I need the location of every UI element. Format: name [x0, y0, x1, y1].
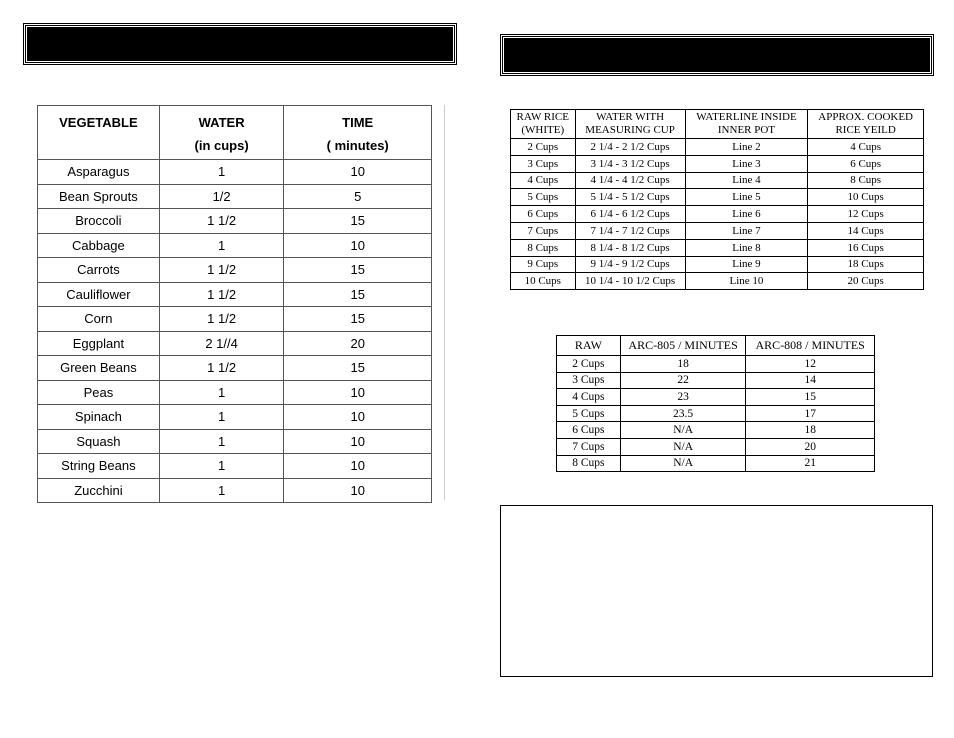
- header-yield-line2: RICE YEILD: [835, 124, 896, 136]
- waterline: Line 10: [685, 273, 808, 290]
- table-row: [511, 206, 924, 223]
- raw-rice: 3 Cups: [511, 155, 576, 172]
- raw-amount: 4 Cups: [557, 389, 621, 406]
- water-cups: 1 1/2: [159, 282, 284, 307]
- table-row: [511, 273, 924, 290]
- header-raw-rice-line1: RAW RICE: [516, 111, 569, 123]
- table-row: [511, 139, 924, 156]
- arc-805-minutes: 18: [620, 356, 746, 373]
- cooked-yield: 18 Cups: [808, 256, 924, 273]
- table-row: [38, 429, 432, 454]
- header-cooked-yield: [808, 110, 924, 139]
- header-raw-rice: [511, 110, 576, 139]
- water-cups: 1: [159, 405, 284, 430]
- header-water-unit: (in cups): [194, 138, 249, 153]
- table-row: [557, 372, 875, 389]
- vegetable-name: Asparagus: [38, 160, 160, 185]
- water-cups: 1: [159, 454, 284, 479]
- raw-amount: 8 Cups: [557, 455, 621, 472]
- table-row: [557, 389, 875, 406]
- water-amount: 9 1/4 - 9 1/2 Cups: [575, 256, 685, 273]
- left-header-banner: [24, 24, 456, 64]
- water-cups: 1 1/2: [159, 356, 284, 381]
- header-arc-805: ARC-805 / MINUTES: [620, 336, 746, 356]
- water-cups: 1/2: [159, 184, 284, 209]
- water-cups: 1: [159, 478, 284, 503]
- arc-808-minutes: 17: [746, 405, 875, 422]
- time-table-header-row: [557, 336, 875, 356]
- table-row: [557, 356, 875, 373]
- vegetable-steaming-table: [37, 105, 432, 503]
- vegetable-name: Green Beans: [38, 356, 160, 381]
- time-minutes: 10: [284, 380, 432, 405]
- header-time-text: TIME: [342, 115, 374, 130]
- raw-rice: 8 Cups: [511, 239, 576, 256]
- arc-808-minutes: 21: [746, 455, 875, 472]
- header-water-text: WATER: [198, 115, 245, 130]
- table-row: [511, 239, 924, 256]
- raw-rice: 6 Cups: [511, 206, 576, 223]
- vegetable-name: Cauliflower: [38, 282, 160, 307]
- time-minutes: 10: [284, 233, 432, 258]
- time-minutes: 15: [284, 209, 432, 234]
- time-minutes: 15: [284, 258, 432, 283]
- raw-amount: 2 Cups: [557, 356, 621, 373]
- cooked-yield: 8 Cups: [808, 172, 924, 189]
- table-row: [38, 380, 432, 405]
- cooked-yield: 16 Cups: [808, 239, 924, 256]
- time-minutes: 5: [284, 184, 432, 209]
- table-row: [557, 455, 875, 472]
- cooking-time-table: [556, 335, 875, 472]
- cooked-yield: 20 Cups: [808, 273, 924, 290]
- header-arc-808: ARC-808 / MINUTES: [746, 336, 875, 356]
- header-water-line1: WATER WITH: [596, 111, 665, 123]
- time-minutes: 15: [284, 356, 432, 381]
- table-row: [511, 222, 924, 239]
- vegetable-name: Corn: [38, 307, 160, 332]
- water-amount: 3 1/4 - 3 1/2 Cups: [575, 155, 685, 172]
- arc-808-minutes: 12: [746, 356, 875, 373]
- table-row: [511, 155, 924, 172]
- header-time: [284, 106, 432, 160]
- rice-table-header-row: [511, 110, 924, 139]
- raw-amount: 6 Cups: [557, 422, 621, 439]
- table-row: [38, 454, 432, 479]
- waterline: Line 5: [685, 189, 808, 206]
- arc-805-minutes: 23.5: [620, 405, 746, 422]
- cooked-yield: 14 Cups: [808, 222, 924, 239]
- time-minutes: 15: [284, 307, 432, 332]
- raw-amount: 5 Cups: [557, 405, 621, 422]
- vegetable-name: Cabbage: [38, 233, 160, 258]
- arc-805-minutes: N/A: [620, 455, 746, 472]
- table-row: [38, 160, 432, 185]
- water-cups: 1: [159, 233, 284, 258]
- header-time-unit: ( minutes): [326, 138, 389, 153]
- time-minutes: 20: [284, 331, 432, 356]
- raw-rice: 2 Cups: [511, 139, 576, 156]
- vegetable-name: Squash: [38, 429, 160, 454]
- water-amount: 5 1/4 - 5 1/2 Cups: [575, 189, 685, 206]
- water-amount: 8 1/4 - 8 1/2 Cups: [575, 239, 685, 256]
- table-row: [38, 233, 432, 258]
- water-cups: 1: [159, 380, 284, 405]
- table-row: [38, 331, 432, 356]
- water-amount: 2 1/4 - 2 1/2 Cups: [575, 139, 685, 156]
- vegetable-name: Bean Sprouts: [38, 184, 160, 209]
- raw-amount: 3 Cups: [557, 372, 621, 389]
- water-cups: 1 1/2: [159, 209, 284, 234]
- waterline: Line 4: [685, 172, 808, 189]
- cooked-yield: 6 Cups: [808, 155, 924, 172]
- vegetable-name: Carrots: [38, 258, 160, 283]
- waterline: Line 3: [685, 155, 808, 172]
- water-amount: 7 1/4 - 7 1/2 Cups: [575, 222, 685, 239]
- table-row: [557, 405, 875, 422]
- raw-rice: 9 Cups: [511, 256, 576, 273]
- header-waterline-line1: WATERLINE INSIDE: [696, 111, 797, 123]
- cooked-yield: 10 Cups: [808, 189, 924, 206]
- arc-805-minutes: 23: [620, 389, 746, 406]
- arc-808-minutes: 18: [746, 422, 875, 439]
- waterline: Line 6: [685, 206, 808, 223]
- time-minutes: 10: [284, 429, 432, 454]
- table-row: [38, 307, 432, 332]
- cooked-yield: 4 Cups: [808, 139, 924, 156]
- cooked-yield: 12 Cups: [808, 206, 924, 223]
- header-water: [159, 106, 284, 160]
- vegetable-table-header-row: [38, 106, 432, 160]
- water-cups: 1: [159, 429, 284, 454]
- time-minutes: 10: [284, 478, 432, 503]
- header-raw-rice-line2: (WHITE): [521, 124, 565, 136]
- raw-rice: 10 Cups: [511, 273, 576, 290]
- waterline: Line 7: [685, 222, 808, 239]
- water-cups: 2 1//4: [159, 331, 284, 356]
- water-cups: 1 1/2: [159, 258, 284, 283]
- raw-rice: 4 Cups: [511, 172, 576, 189]
- header-raw: RAW: [557, 336, 621, 356]
- header-water-measuring-cup: [575, 110, 685, 139]
- waterline: Line 9: [685, 256, 808, 273]
- water-cups: 1: [159, 160, 284, 185]
- waterline: Line 8: [685, 239, 808, 256]
- table-row: [38, 282, 432, 307]
- raw-rice: 5 Cups: [511, 189, 576, 206]
- header-water-line2: MEASURING CUP: [585, 124, 675, 136]
- arc-808-minutes: 20: [746, 438, 875, 455]
- right-header-banner: [501, 35, 933, 75]
- arc-808-minutes: 15: [746, 389, 875, 406]
- time-minutes: 10: [284, 405, 432, 430]
- divider-line: [444, 105, 445, 500]
- table-row: [38, 356, 432, 381]
- waterline: Line 2: [685, 139, 808, 156]
- table-row: [38, 184, 432, 209]
- table-row: [511, 189, 924, 206]
- arc-805-minutes: N/A: [620, 438, 746, 455]
- water-amount: 10 1/4 - 10 1/2 Cups: [575, 273, 685, 290]
- table-row: [38, 478, 432, 503]
- time-minutes: 15: [284, 282, 432, 307]
- arc-808-minutes: 14: [746, 372, 875, 389]
- table-row: [38, 405, 432, 430]
- table-row: [557, 438, 875, 455]
- header-waterline: [685, 110, 808, 139]
- header-waterline-line2: INNER POT: [717, 124, 776, 136]
- water-cups: 1 1/2: [159, 307, 284, 332]
- water-amount: 4 1/4 - 4 1/2 Cups: [575, 172, 685, 189]
- table-row: [511, 172, 924, 189]
- header-vegetable: [38, 106, 160, 160]
- table-row: [38, 209, 432, 234]
- vegetable-name: Spinach: [38, 405, 160, 430]
- note-box: [500, 505, 933, 677]
- arc-805-minutes: 22: [620, 372, 746, 389]
- time-minutes: 10: [284, 160, 432, 185]
- arc-805-minutes: N/A: [620, 422, 746, 439]
- vegetable-name: Broccoli: [38, 209, 160, 234]
- time-minutes: 10: [284, 454, 432, 479]
- raw-amount: 7 Cups: [557, 438, 621, 455]
- vegetable-name: Eggplant: [38, 331, 160, 356]
- table-row: [511, 256, 924, 273]
- rice-measurement-table: [510, 109, 924, 290]
- header-yield-line1: APPROX. COOKED: [818, 111, 914, 123]
- vegetable-name: Zucchini: [38, 478, 160, 503]
- table-row: [38, 258, 432, 283]
- table-row: [557, 422, 875, 439]
- raw-rice: 7 Cups: [511, 222, 576, 239]
- water-amount: 6 1/4 - 6 1/2 Cups: [575, 206, 685, 223]
- vegetable-name: String Beans: [38, 454, 160, 479]
- header-vegetable-text: VEGETABLE: [59, 115, 138, 130]
- vegetable-name: Peas: [38, 380, 160, 405]
